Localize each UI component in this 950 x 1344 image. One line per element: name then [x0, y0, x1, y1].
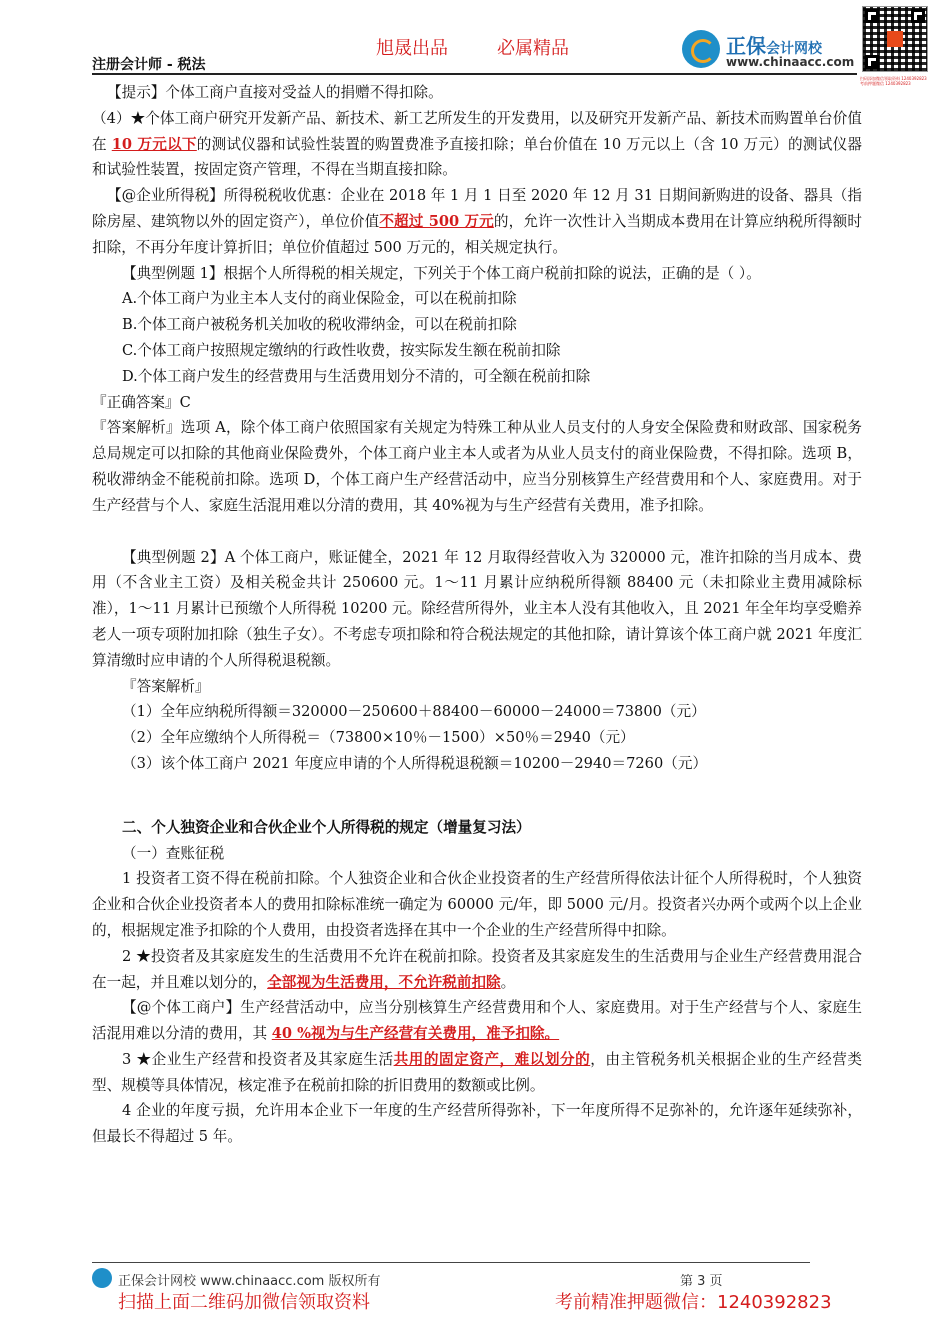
rule-1: 1 投资者工资不得在税前扣除。个人独资企业和合伙企业投资者的生产经营所得依法计征个人所得税时，个人独资企业和合伙企业投资者本人的费用扣除标准统一确定为 60000 元/年，即 5000 元/月。投资者兴办两个或两个以上企业的，根据规定准予扣除的个人费用，由投资者选择在其中一个企业的生产经营所得中扣除。 — [92, 870, 862, 939]
highlight-10wan: 10 万元以下 — [111, 135, 197, 153]
qr-code-icon[interactable] — [862, 6, 928, 72]
example2-step-3: （3）该个体工商户 2021 年度应申请的个人所得税退税额＝10200－2940＝7260（元） — [122, 754, 708, 772]
highlight-living-expense: 全部视为生活费用，不允许税前扣除 — [267, 973, 501, 991]
highlight-shared-assets: 共用的固定资产，难以划分的 — [393, 1050, 591, 1068]
rule-2: 2 ★投资者及其家庭发生的生活费用不允许在税前扣除。投资者及其家庭发生的生活费用与企业生产经营费用混合在一起，并且难以划分的，全部视为生活费用，不允许税前扣除。 — [92, 947, 862, 991]
section2-subtitle: （一）查账征税 — [122, 844, 225, 862]
header-slogan-left: 旭晟出品 — [376, 38, 448, 59]
logo-emblem-icon — [682, 30, 720, 68]
qr-note: 扫码添加微信领取资料 1240392823 考前押题微信 1240392823 — [860, 76, 927, 86]
example1-option-d: D.个体工商户发生的经营费用与生活费用划分不清的，可全额在税前扣除 — [122, 367, 591, 385]
example2-step-2: （2）全年应缴纳个人所得税＝（73800×10％－1500）×50％＝2940（元） — [122, 729, 635, 747]
header-slogan-right: 必属精品 — [497, 38, 569, 59]
example2-explanation-label: 『答案解析』 — [122, 677, 210, 695]
example1-question: 【典型例题 1】根据个人所得税的相关规定，下列关于个体工商户税前扣除的说法，正确的是（ ）。 — [122, 264, 761, 282]
paragraph-rd-expenses: （4）★个体工商户研究开发新产品、新技术、新工艺所发生的开发费用，以及研究开发新产品、新技术而购置单台价值在 10 万元以下的测试仪器和试验性装置的购置费准予直接扣除；单台价值在 10 万元以上（含 10 万元）的测试仪器和试验性装置，按固定资产管理，不得在当期直接扣除。 — [92, 109, 863, 179]
qr-center-logo-icon — [887, 31, 903, 47]
rule-4: 4 企业的年度亏损，允许用本企业下一年度的生产经营所得弥补，下一年度所得不足弥补的，允许逐年延续弥补，但最长不得超过 5 年。 — [92, 1102, 862, 1146]
example2-question: 【典型例题 2】A 个体工商户，账证健全，2021 年 12 月取得经营收入为 320000 元，准许扣除的当月成本、费用（不含业主工资）及相关税金共计 250600 元。1～11 月累计应纳税所得额 88400 元（未扣除业主费用减除标准），1～11 月累计已预缴个人所得税 10200 元。除经营所得外，业主本人没有其他收入，且 2021 年全年均享受赡养老人一项专项附加扣除（独生子女）。不考虑专项扣除和符合税法规定的其他扣除，请计算该个体工商户就 2021 年度汇算清缴时应申请的个人所得税退税额。 — [92, 548, 862, 669]
footer-divider — [92, 1262, 810, 1263]
page-number: 第 3 页 — [680, 1274, 723, 1289]
section2-title: 二、个人独资企业和合伙企业个人所得税的规定（增量复习法） — [122, 818, 531, 836]
paragraph-cit-incentive: 【@企业所得税】所得税税收优惠：企业在 2018 年 1 月 1 日至 2020 年 12 月 31 日期间新购进的设备、器具（指除房屋、建筑物以外的固定资产），单位价值不超过 500 万元的，允许一次性计入当期成本费用在计算应纳税所得额时扣除，不再分年度计算折旧；单位价值超过 500 万元的，相关规定执行。 — [92, 187, 863, 256]
highlight-500wan: 不超过 500 万元 — [379, 212, 494, 230]
example1-answer: 『正确答案』C — [92, 393, 191, 411]
course-title: 注册会计师 - 税法 — [92, 57, 206, 73]
promo-left: 扫描上面二维码加微信领取资料 — [118, 1292, 370, 1313]
header-divider — [92, 73, 857, 75]
example1-option-a: A.个体工商户为业主本人支付的商业保险金，可以在税前扣除 — [122, 290, 517, 308]
note-individual-business: 【@个体工商户】生产经营活动中，应当分别核算生产经营费用和个人、家庭费用。对于生产经营与个人、家庭生活混用难以分清的费用，其 40 %视为与生产经营有关费用，准予扣除。 — [92, 999, 862, 1043]
example2-step-1: （1）全年应纳税所得额＝320000－250600＋88400－60000－24000＝73800（元） — [122, 703, 706, 721]
promo-right: 考前精准押题微信：1240392823 — [555, 1292, 832, 1313]
footer-logo-icon — [92, 1268, 112, 1288]
logo-name: 正保会计网校 — [726, 34, 822, 58]
highlight-40-percent: 40 %视为与生产经营有关费用，准予扣除。 — [271, 1025, 560, 1043]
logo-url: www.chinaacc.com — [726, 55, 855, 69]
document-body — [92, 80, 862, 1150]
tip-paragraph: 【提示】个体工商户直接对受益人的捐赠不得扣除。 — [107, 84, 443, 101]
rule-3: 3 ★企业生产经营和投资者及其家庭生活共用的固定资产，难以划分的，由主管税务机关根据企业的生产经营类型、规模等具体情况，核定准予在税前扣除的折旧费用的数额或比例。 — [92, 1050, 862, 1094]
example1-explanation: 『答案解析』选项 A，除个体工商户依照国家有关规定为特殊工种从业人员支付的人身安全保险费和财政部、国家税务总局规定可以扣除的其他商业保险费外，个体工商户业主本人或者为从业人员支付的商业保险费，不得扣除。选项 B，税收滞纳金不能税前扣除。选项 D，个体工商户生产经营活动中，应当分别核算生产经营费用和个人、家庭费用。对于生产经营与个人、家庭生活混用难以分清的费用，其 40%视为与生产经营有关费用，准予扣除。 — [92, 419, 862, 514]
example1-option-b: B.个体工商户被税务机关加收的税收滞纳金，可以在税前扣除 — [122, 316, 517, 334]
example1-option-c: C.个体工商户按照规定缴纳的行政性收费，按实际发生额在税前扣除 — [122, 341, 561, 359]
footer-copyright: 正保会计网校 www.chinaacc.com 版权所有 — [118, 1274, 381, 1289]
brand-logo[interactable] — [682, 28, 860, 72]
